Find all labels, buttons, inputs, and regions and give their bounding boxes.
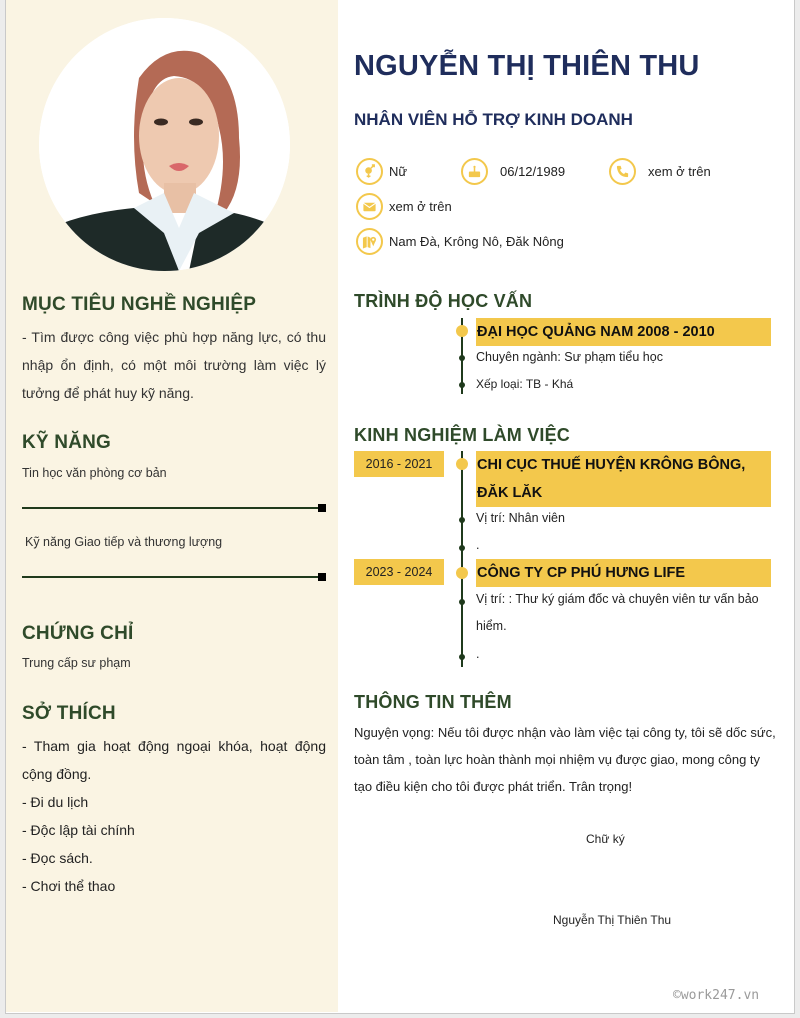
education-school: ĐẠI HỌC QUẢNG NAM 2008 - 2010 bbox=[476, 318, 771, 346]
experience-position: Vị trí: Nhân viên bbox=[476, 511, 565, 525]
timeline-bullet bbox=[459, 545, 465, 551]
timeline-bullet bbox=[459, 517, 465, 523]
experience-position: Vị trí: : Thư ký giám đốc và chuyên viên tư vấn bảo hiểm. bbox=[476, 592, 759, 633]
hobbies-heading: SỞ THÍCH bbox=[22, 703, 116, 724]
skill-level-knob bbox=[318, 504, 326, 512]
phone-value: xem ở trên bbox=[648, 163, 711, 179]
info-address bbox=[356, 227, 564, 255]
hobby-item: - Tham gia hoạt động ngoại khóa, hoạt động cộng đồng. bbox=[22, 738, 326, 782]
job-title: NHÂN VIÊN HỖ TRỢ KINH DOANH bbox=[354, 110, 633, 129]
signature-label: Chữ ký bbox=[586, 832, 625, 846]
hobby-item: - Đi du lịch bbox=[22, 794, 89, 810]
sidebar bbox=[6, 0, 338, 1012]
timeline-bullet bbox=[459, 382, 465, 388]
education-major: Chuyên ngành: Sư phạm tiểu học bbox=[476, 350, 663, 364]
experience-heading: KINH NGHIỆM LÀM VIỆC bbox=[354, 425, 571, 445]
additional-heading: THÔNG TIN THÊM bbox=[354, 692, 512, 712]
skills-heading: KỸ NĂNG bbox=[22, 432, 112, 453]
hobby-item: - Chơi thể thao bbox=[22, 878, 116, 894]
certificate-item: Trung cấp sư phạm bbox=[22, 656, 131, 670]
watermark: ©work247.vn bbox=[673, 988, 760, 1003]
cv-page bbox=[5, 0, 795, 1014]
experience-company: CHI CỤC THUẾ HUYỆN KRÔNG BÔNG, ĐĂK LĂK bbox=[476, 451, 771, 507]
experience-timeline bbox=[461, 451, 463, 667]
timeline-bullet bbox=[459, 654, 465, 660]
hobby-item: - Đọc sách. bbox=[22, 850, 93, 866]
info-phone bbox=[609, 157, 711, 185]
skill-label: Kỹ năng Giao tiếp và thương lượng bbox=[25, 535, 223, 549]
objective-text: - Tìm được công việc phù hợp năng lực, có thu nhập ổn định, có một môi trường làm việc lý tưởng để phát huy kỹ năng. bbox=[22, 329, 326, 401]
skill-level-bar bbox=[22, 507, 324, 509]
experience-company: CÔNG TY CP PHÚ HƯNG LIFE bbox=[476, 559, 771, 587]
education-heading: TRÌNH ĐỘ HỌC VẤN bbox=[354, 291, 533, 311]
experience-period: 2023 - 2024 bbox=[354, 559, 444, 585]
skill-level-knob bbox=[318, 573, 326, 581]
candidate-name: NGUYỄN THỊ THIÊN THU bbox=[354, 50, 700, 82]
timeline-dot bbox=[456, 567, 468, 579]
map-pin-icon bbox=[356, 228, 383, 255]
objective-heading: MỤC TIÊU NGHỀ NGHIỆP bbox=[22, 294, 257, 315]
certificates-heading: CHỨNG CHỈ bbox=[22, 623, 134, 644]
additional-text: Nguyện vọng: Nếu tôi được nhận vào làm việc tại công ty, tôi sẽ dốc sức, toàn tâm , toàn lực hoàn thành mọi nhiệm vụ được giao, mong công ty tạo điều kiện cho tôi được phát triển. Trân trọng! bbox=[354, 725, 776, 794]
experience-period: 2016 - 2021 bbox=[354, 451, 444, 477]
birthday-value: 06/12/1989 bbox=[500, 163, 566, 179]
avatar bbox=[39, 18, 290, 271]
profile-photo bbox=[39, 18, 290, 271]
experience-note: . bbox=[476, 647, 480, 661]
signature-name: Nguyễn Thị Thiên Thu bbox=[553, 913, 672, 927]
phone-icon bbox=[609, 158, 636, 185]
experience-note: . bbox=[476, 538, 480, 552]
info-email bbox=[356, 192, 452, 220]
email-icon bbox=[356, 193, 383, 220]
timeline-bullet bbox=[459, 599, 465, 605]
skill-label: Tin học văn phòng cơ bản bbox=[22, 466, 167, 480]
email-value: xem ở trên bbox=[389, 198, 452, 214]
hobby-item: - Độc lập tài chính bbox=[22, 822, 135, 838]
address-value: Nam Đà, Krông Nô, Đăk Nông bbox=[389, 233, 564, 249]
timeline-bullet bbox=[459, 355, 465, 361]
info-birthday bbox=[461, 157, 565, 185]
gender-value: Nữ bbox=[389, 163, 408, 179]
timeline-dot bbox=[456, 458, 468, 470]
skill-level-bar bbox=[22, 576, 324, 578]
gender-icon bbox=[356, 158, 383, 185]
birthday-cake-icon bbox=[461, 158, 488, 185]
hobbies-list bbox=[22, 732, 326, 900]
education-grade: Xếp loại: TB - Khá bbox=[476, 377, 574, 391]
timeline-dot bbox=[456, 325, 468, 337]
info-gender bbox=[356, 157, 407, 185]
